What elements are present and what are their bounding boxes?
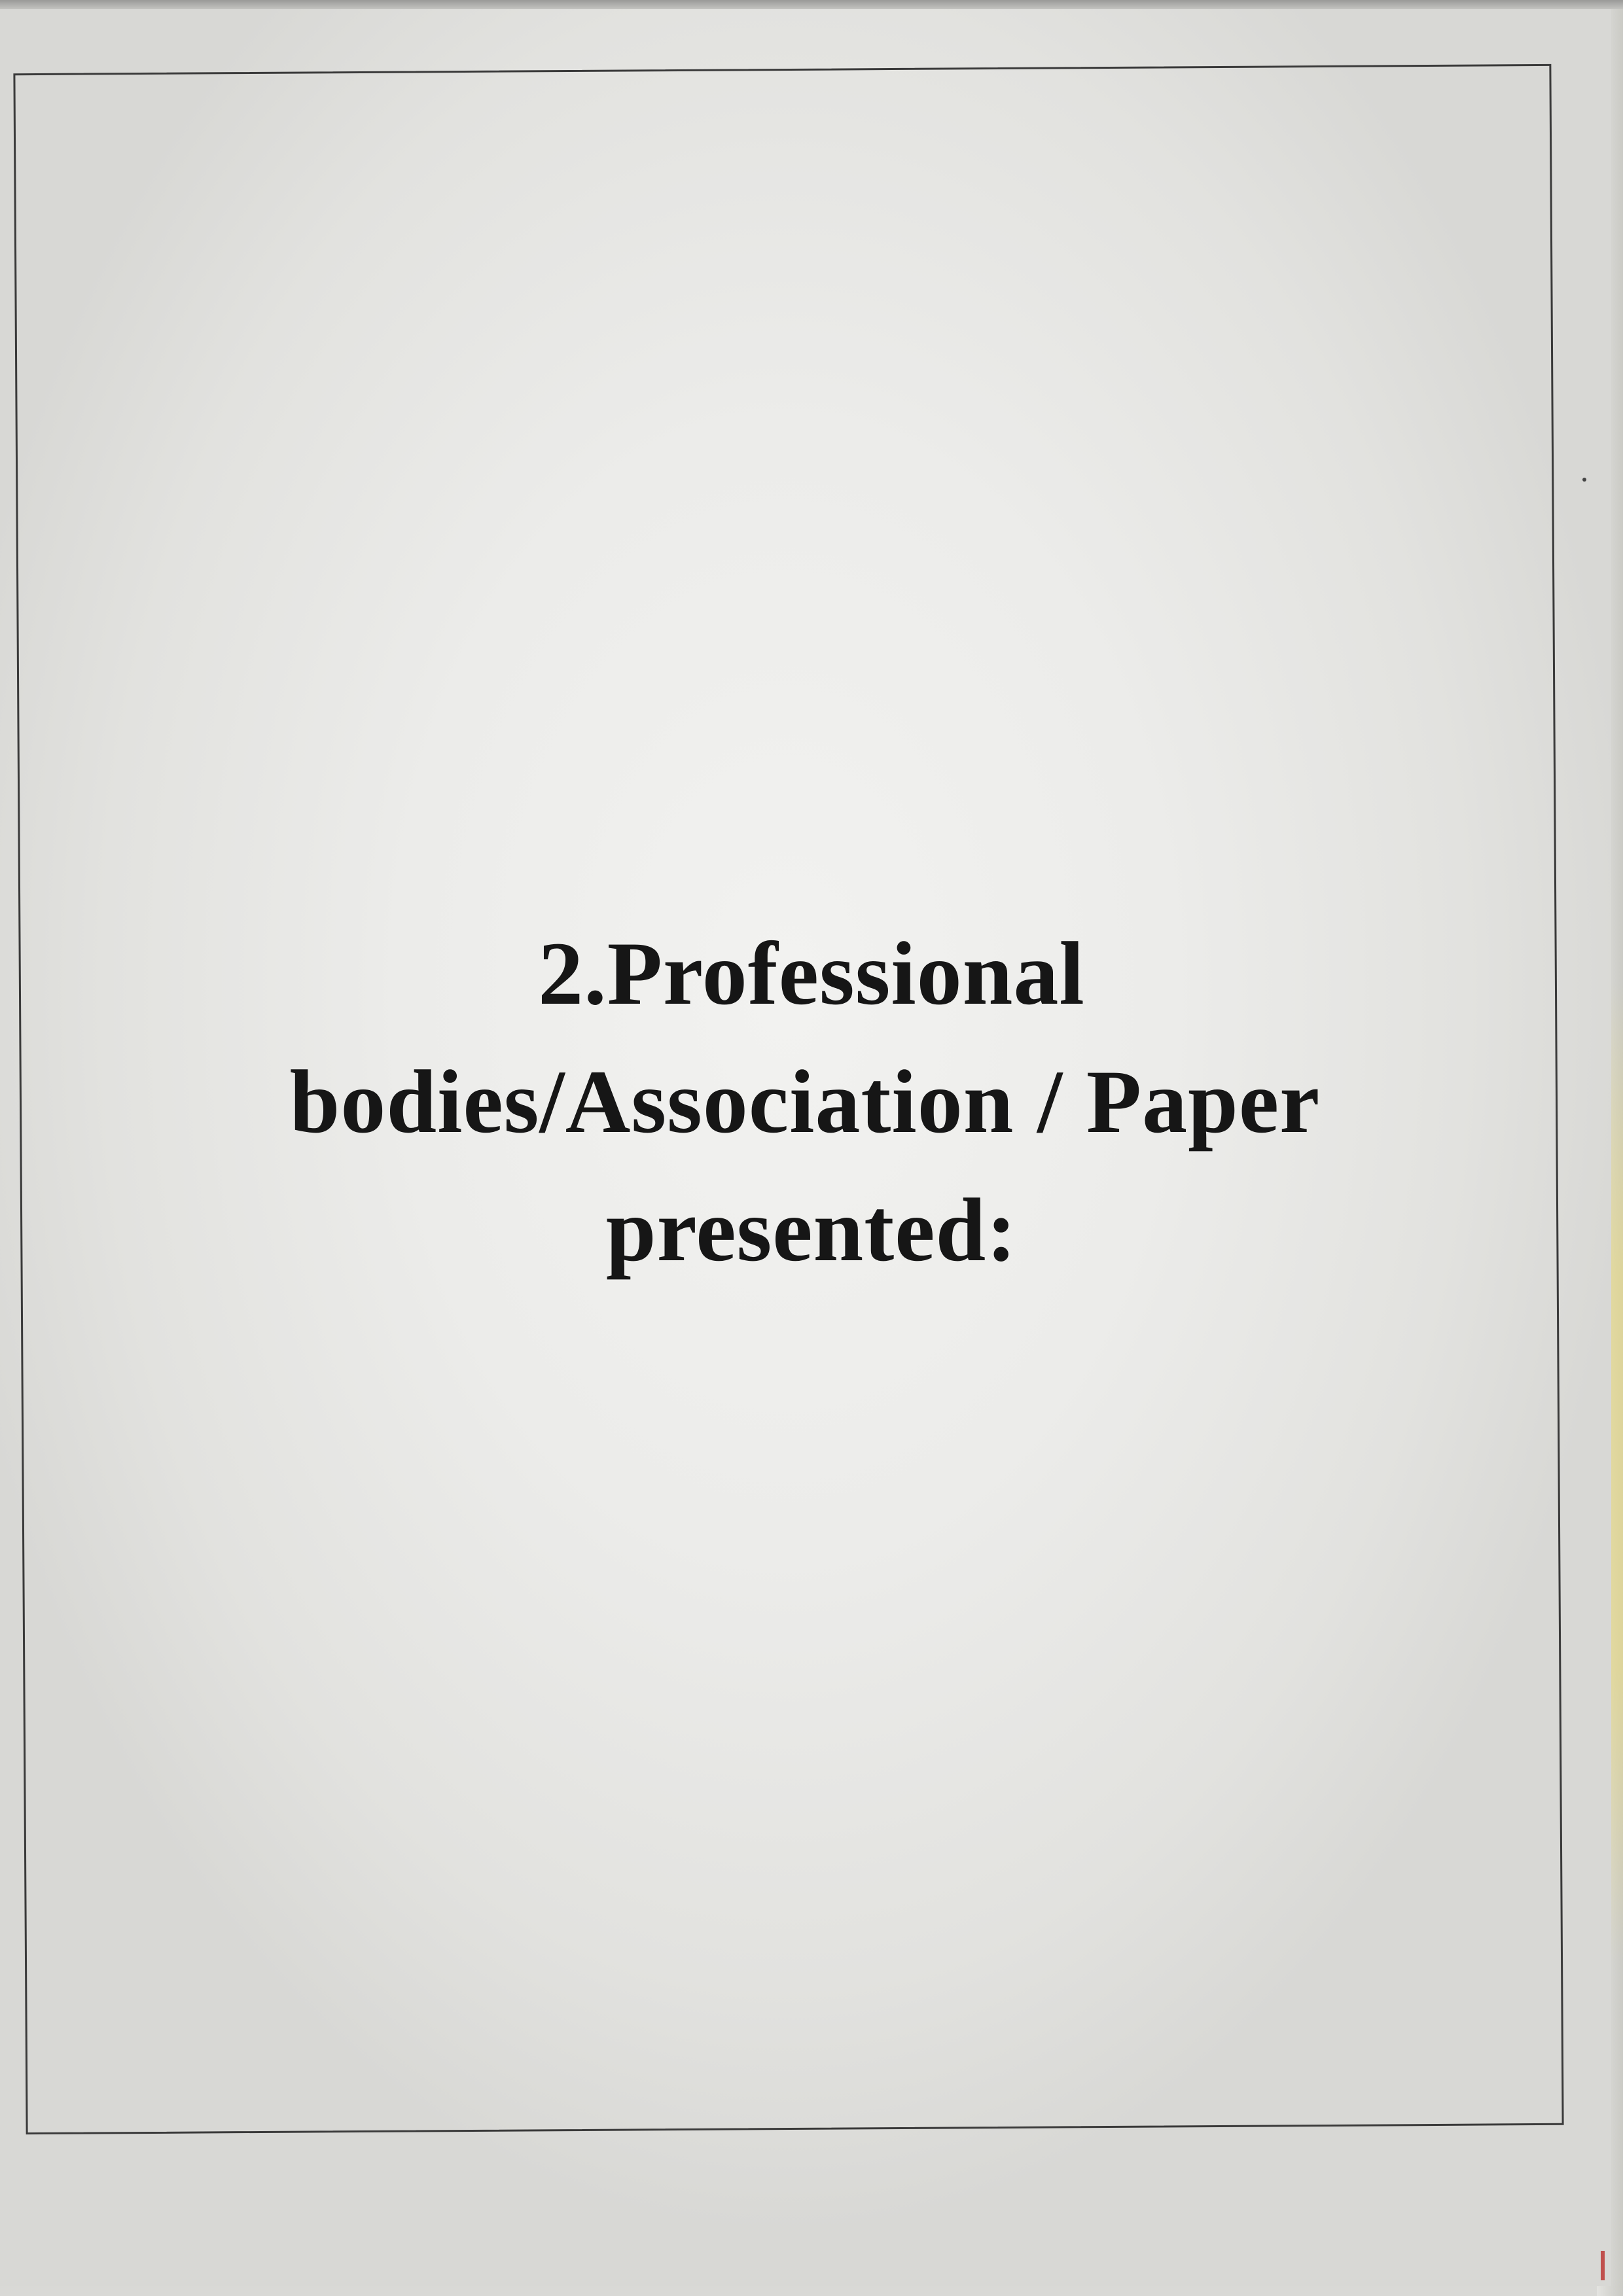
section-heading bbox=[157, 910, 1466, 1294]
heading-line-2: bodies/Association / Paper bbox=[289, 1051, 1321, 1152]
heading-line-3: presented: bbox=[605, 1180, 1018, 1280]
speck-mark bbox=[1582, 478, 1586, 482]
red-edge-mark bbox=[1601, 2251, 1605, 2280]
heading-line-1: 2.Professional bbox=[538, 923, 1085, 1023]
